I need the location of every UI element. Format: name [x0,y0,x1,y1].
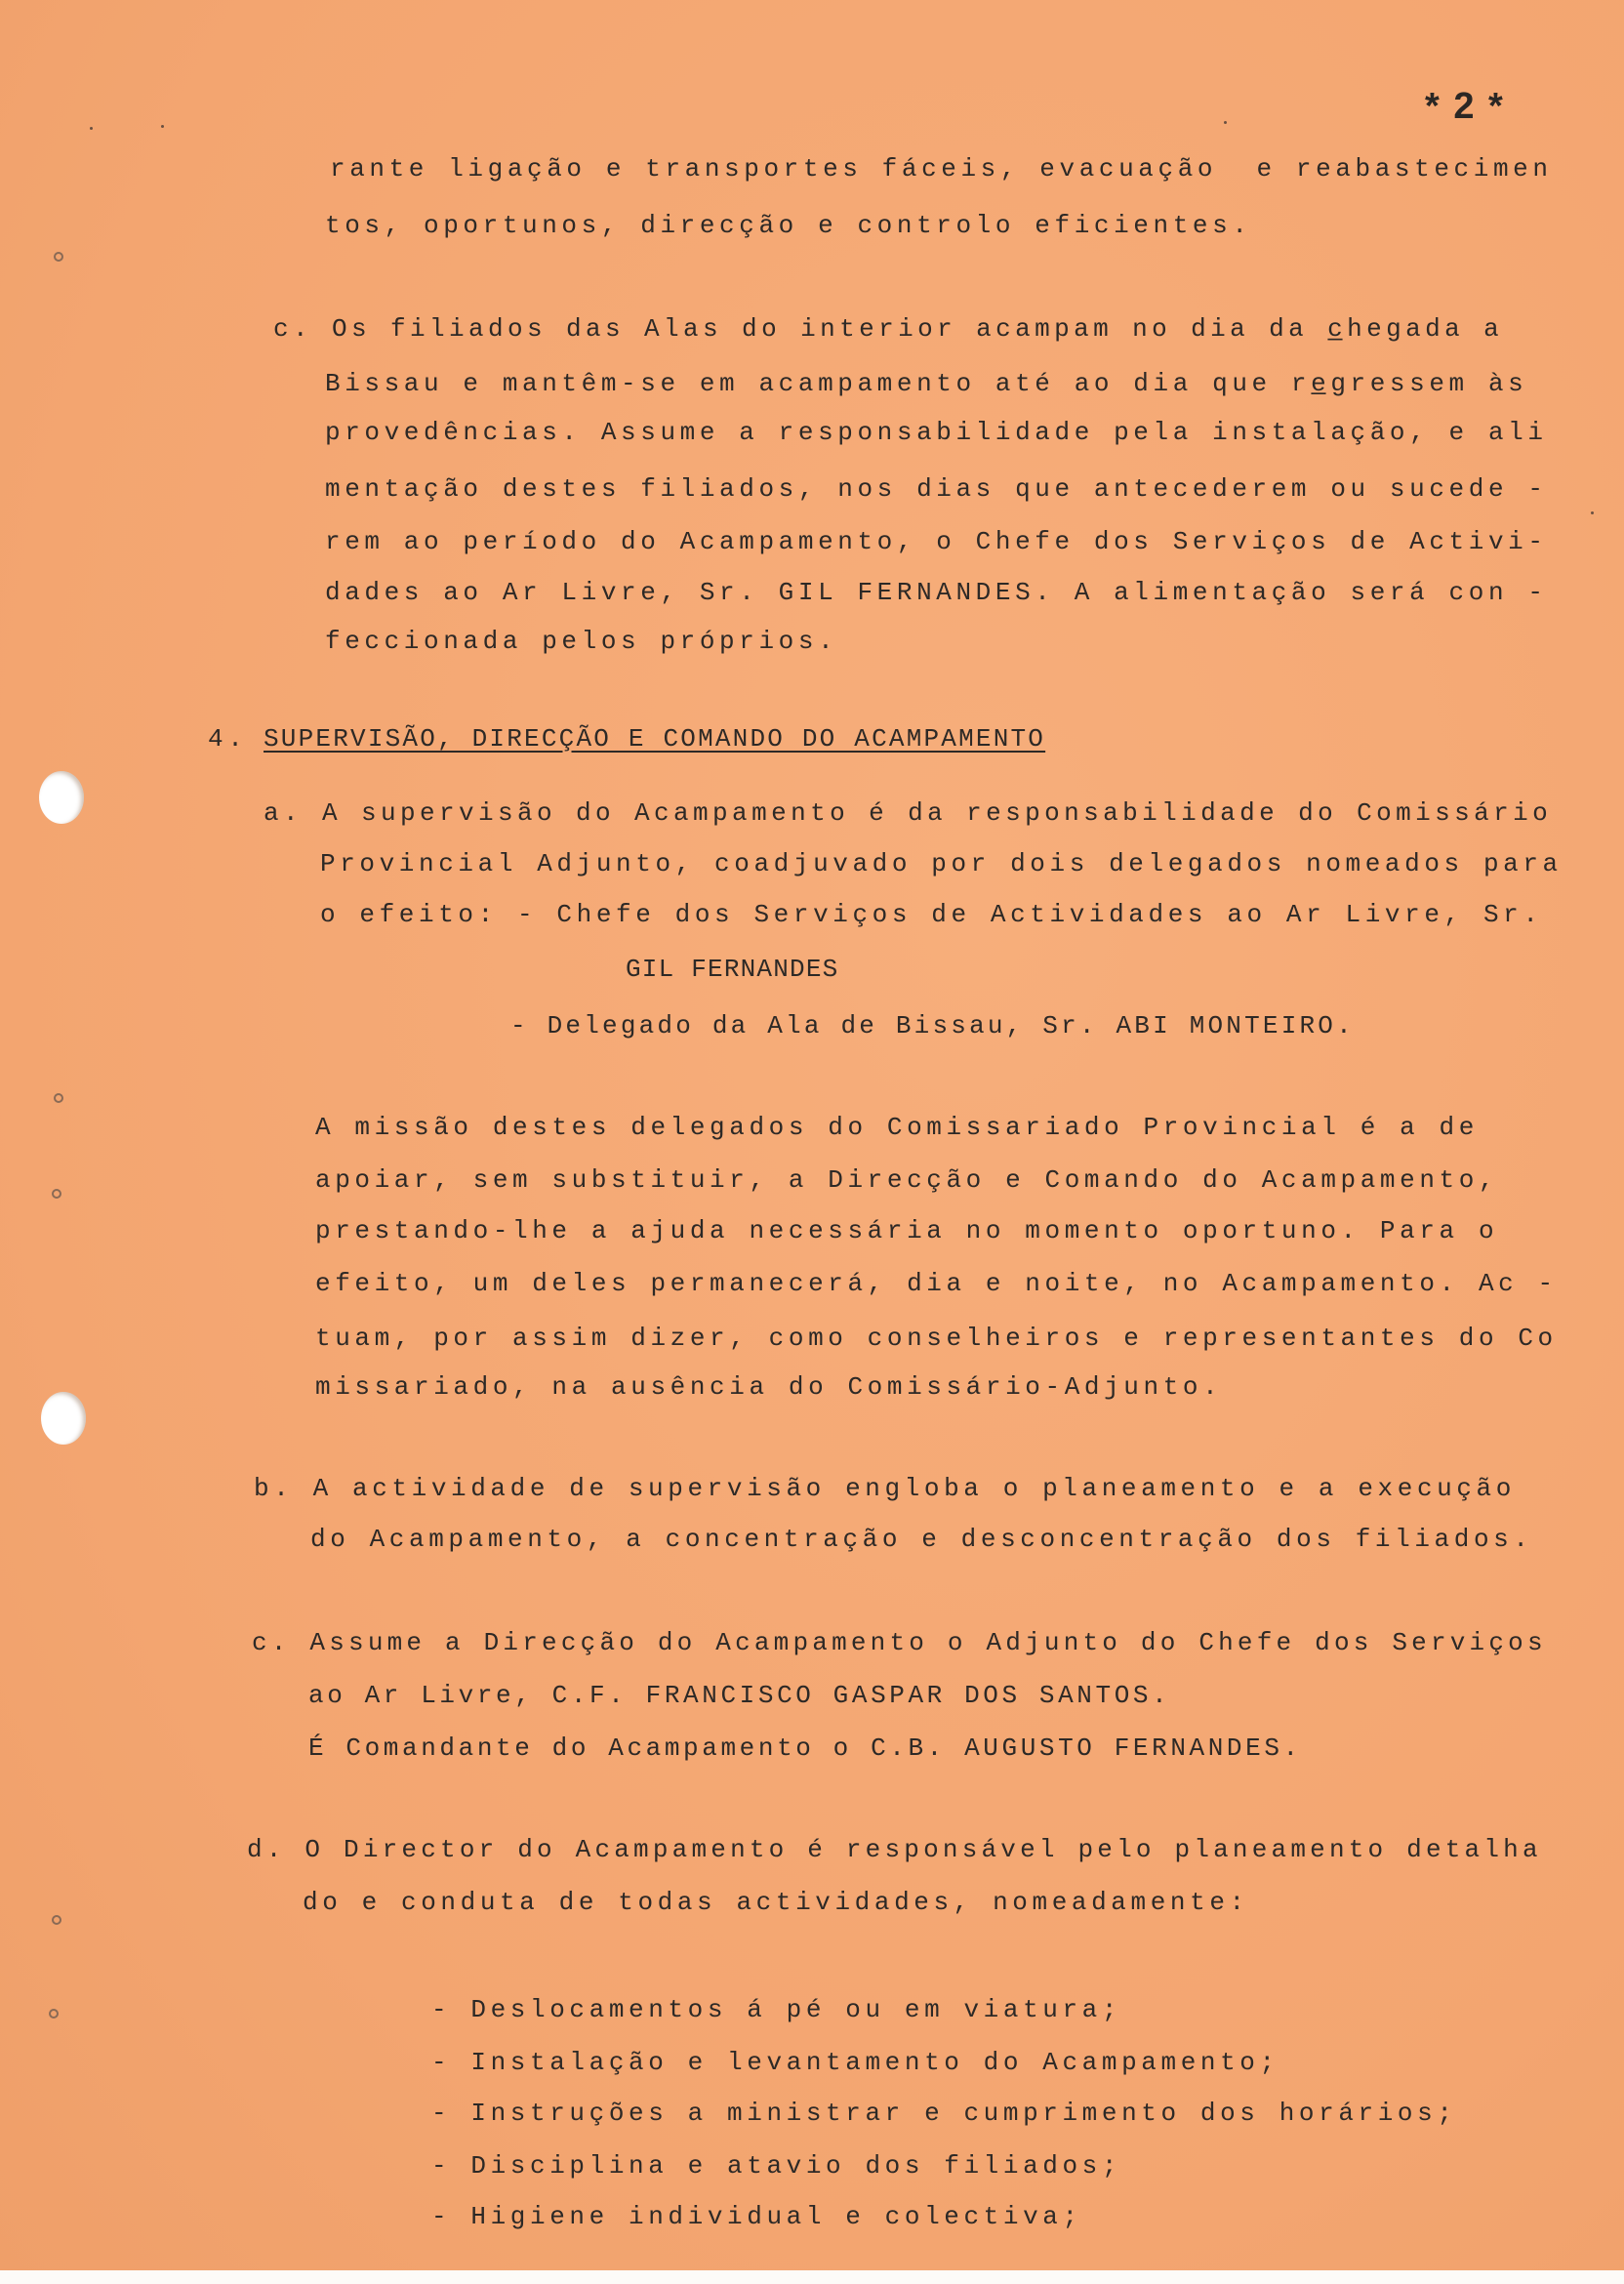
margin-mark [52,1189,61,1199]
text-line: tos, oportunos, direcção e controlo eficientes. [325,211,1252,240]
text-line: rante ligação e transportes fáceis, evacuação e reabastecimen [330,154,1553,184]
text-line: A missão destes delegados do Comissariado Provincial é a de [315,1113,1479,1142]
speck [90,127,93,130]
text-line: GIL FERNANDES [626,955,839,984]
margin-mark [52,1915,61,1925]
speck [1224,121,1227,124]
page-number: * 2 * [1425,86,1505,127]
text-line: - Delegado da Ala de Bissau, Sr. ABI MONTEIRO. [510,1011,1355,1040]
text-line: ao Ar Livre, C.F. FRANCISCO GASPAR DOS SANTOS. [308,1681,1171,1710]
text-line: do e conduta de todas actividades, nomeadamente: [303,1888,1249,1917]
text-line: apoiar, sem substituir, a Direcção e Comando do Acampamento, [315,1165,1499,1195]
text-line: missariado, na ausência do Comissário-Adjunto. [315,1372,1223,1402]
text-line: rem ao período do Acampamento, o Chefe dos Serviços de Activi- [325,527,1548,556]
text-line: provedências. Assume a responsabilidade pela instalação, e ali [325,418,1548,447]
text-line: b. A actividade de supervisão engloba o planeamento e a execução [254,1474,1516,1503]
list-item: - Instalação e levantamento do Acampamento; [431,2048,1279,2077]
text-line: prestando-lhe a ajuda necessária no momento oportuno. Para o [315,1216,1499,1245]
speck [161,125,164,128]
text-line: Bissau e mantêm-se em acampamento até ao dia que re̲gressem às [325,369,1528,398]
section-heading: SUPERVISÃO, DIRECÇÃO E COMANDO DO ACAMPAMENTO [264,724,1046,754]
text-line: efeito, um deles permanecerá, dia e noite, no Acampamento. Ac - [315,1269,1558,1298]
text-line: tuam, por assim dizer, como conselheiros e representantes do Co [315,1324,1558,1353]
list-item: - Instruções a ministrar e cumprimento dos horários; [431,2099,1457,2128]
list-item: - Disciplina e atavio dos filiados; [431,2151,1122,2181]
text-line: Provincial Adjunto, coadjuvado por dois delegados nomeados para [320,849,1563,878]
text-line: d. O Director do Acampamento é responsável pelo planeamento detalha [247,1835,1542,1864]
text-line: c. Assume a Direcção do Acampamento o Adjunto do Chefe dos Serviços [252,1628,1547,1657]
list-item: - Deslocamentos á pé ou em viatura; [431,1995,1122,2024]
margin-mark [54,252,63,262]
text-line: o efeito: - Chefe dos Serviços de Actividades ao Ar Livre, Sr. [320,900,1543,929]
section-number: 4. [208,724,248,754]
text-line: mentação destes filiados, nos dias que antecederem ou sucede - [325,474,1548,504]
margin-mark [49,2009,59,2019]
text-line: a. A supervisão do Acampamento é da responsabilidade do Comissário [264,798,1553,828]
punch-hole-bottom [41,1392,86,1445]
text-line: É Comandante do Acampamento o C.B. AUGUSTO FERNANDES. [308,1733,1302,1763]
speck [1591,511,1594,514]
scan-margin [0,2270,1624,2284]
text-line: dades ao Ar Livre, Sr. GIL FERNANDES. A alimentação será con - [325,578,1548,607]
punch-hole-top [39,771,84,824]
list-item: - Higiene individual e colectiva; [431,2202,1082,2231]
text-line: feccionada pelos próprios. [325,627,838,656]
margin-mark [54,1093,63,1103]
text-line: do Acampamento, a concentração e desconcentração dos filiados. [310,1525,1533,1554]
text-line: c. Os filiados das Alas do interior acampam no dia da c̲hegada a [273,314,1504,344]
